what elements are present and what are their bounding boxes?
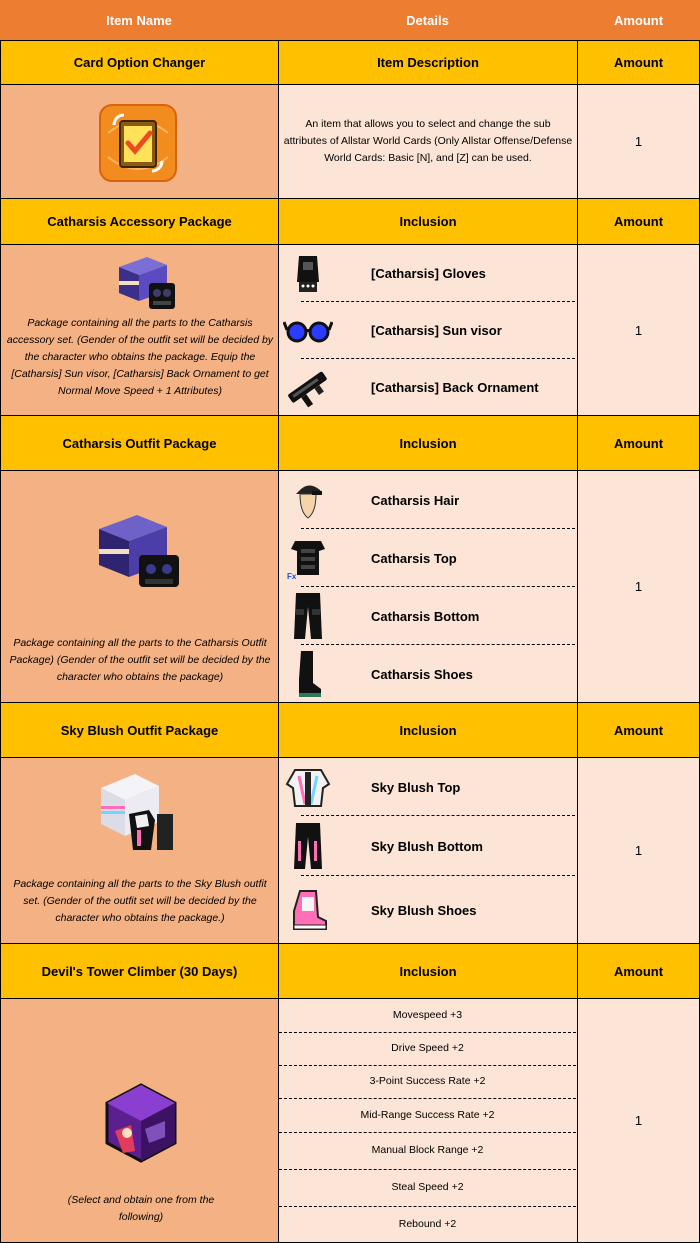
package-cell: [0, 998, 279, 1243]
inclusion-item-label: Sky Blush Bottom: [371, 838, 483, 854]
bottom-icon: [279, 591, 337, 641]
inclusion-item-label: [Catharsis] Sun visor: [371, 323, 502, 338]
section-amount-header: Amount: [577, 702, 700, 758]
inclusion-item: [279, 587, 576, 645]
inclusion-item: [279, 816, 576, 876]
section-title: Catharsis Outfit Package: [0, 415, 279, 471]
inclusion-cell: [278, 470, 578, 703]
header-item-name: Item Name: [0, 0, 278, 40]
section-title: Sky Blush Outfit Package: [0, 702, 279, 758]
header-details: Details: [278, 0, 577, 40]
inclusion-item-label: Catharsis Shoes: [371, 666, 473, 682]
option-item: Drive Speed +2: [391, 1042, 464, 1054]
accessory-package-icon: [113, 253, 181, 313]
option-item: 3-Point Success Rate +2: [369, 1075, 486, 1087]
sky-blush-bottom-icon: [279, 821, 337, 871]
inclusion-item: [279, 529, 576, 587]
package-description: Package containing all the parts to the Sky Blush outfit set. (Gender of the outfit set will be decided by the character who obtains the package.): [13, 878, 267, 924]
inclusion-item: [279, 645, 576, 703]
inclusion-item-label: [Catharsis] Gloves: [371, 266, 486, 281]
sun-visor-icon: [279, 316, 337, 346]
section-details-header: Item Description: [278, 40, 578, 85]
inclusion-item: [279, 302, 576, 359]
amount-value: 1: [577, 244, 700, 416]
sky-blush-package-icon: [95, 770, 181, 854]
shoes-icon: [279, 649, 337, 699]
svg-text:Fx: Fx: [287, 572, 297, 581]
option-item: Manual Block Range +2: [371, 1144, 484, 1156]
package-cell: [0, 244, 279, 416]
row-divider: [279, 1098, 576, 1099]
row-divider: [279, 1032, 576, 1033]
section-amount-header: Amount: [577, 40, 700, 85]
amount-value: 1: [577, 84, 700, 199]
inclusion-item: [279, 876, 576, 944]
section-details-header: Inclusion: [278, 702, 578, 758]
inclusion-item-label: [Catharsis] Back Ornament: [371, 380, 539, 395]
package-description: Package containing all the parts to the Catharsis accessory set. (Gender of the outfit set will be decided by the character who obtains the package. Equip the [Catharsis] Sun visor, [Catharsis] Back Ornament to get Normal Move Speed + 1 Attributes): [6, 317, 274, 397]
item-description-cell: [278, 84, 578, 199]
inclusion-item: [279, 758, 576, 816]
row-divider: [279, 1132, 576, 1133]
section-details-header: Inclusion: [278, 415, 578, 471]
sky-blush-top-icon: [279, 764, 337, 810]
option-item: Steal Speed +2: [391, 1181, 464, 1193]
sky-blush-shoes-icon: [279, 887, 337, 933]
row-divider: [279, 1065, 576, 1066]
back-ornament-icon: [279, 366, 337, 410]
package-description: (Select and obtain one from the following): [67, 1194, 215, 1223]
inclusion-cell: [278, 757, 578, 944]
header-amount: Amount: [577, 0, 700, 40]
amount-value: 1: [577, 470, 700, 703]
card-option-changer-icon: [98, 103, 178, 183]
section-title: Card Option Changer: [0, 40, 279, 85]
item-image-cell: [0, 84, 279, 199]
hair-icon: [279, 478, 337, 522]
package-cell: [0, 757, 279, 944]
devils-tower-climber-icon: [101, 1081, 181, 1165]
outfit-package-icon: [93, 511, 185, 591]
inclusion-item: [279, 471, 576, 529]
inclusion-item-label: Catharsis Bottom: [371, 608, 480, 624]
package-description: Package containing all the parts to the Catharsis Outfit Package) (Gender of the outfit set will be decided by the character who obtains the package): [9, 637, 271, 683]
section-title: Catharsis Accessory Package: [0, 198, 279, 245]
inclusion-item: [279, 245, 576, 302]
option-item: Rebound +2: [398, 1218, 457, 1230]
inclusion-item-label: Catharsis Hair: [371, 492, 460, 508]
inclusion-item-label: Sky Blush Shoes: [371, 902, 477, 918]
inclusion-cell: [278, 244, 578, 416]
section-details-header: Inclusion: [278, 943, 578, 999]
gloves-icon: [279, 252, 337, 296]
top-icon: [279, 535, 337, 581]
section-details-header: Inclusion: [278, 198, 578, 245]
section-title: Devil's Tower Climber (30 Days): [0, 943, 279, 999]
inclusion-item: [279, 359, 576, 416]
section-amount-header: Amount: [577, 415, 700, 471]
item-description: An item that allows you to select and change the sub attributes of Allstar World Cards (Only Allstar Offense/Defense World Cards: Basic [N], and [Z] can be used.: [283, 118, 573, 164]
options-cell: [278, 998, 578, 1243]
section-amount-header: Amount: [577, 943, 700, 999]
row-divider: [279, 1206, 576, 1207]
option-item: Movespeed +3: [392, 1009, 463, 1021]
option-item: Mid-Range Success Rate +2: [360, 1109, 495, 1121]
section-amount-header: Amount: [577, 198, 700, 245]
package-cell: [0, 470, 279, 703]
amount-value: 1: [577, 757, 700, 944]
amount-value: 1: [577, 998, 700, 1243]
inclusion-item-label: Catharsis Top: [371, 550, 457, 566]
inclusion-item-label: Sky Blush Top: [371, 779, 461, 795]
row-divider: [279, 1169, 576, 1170]
